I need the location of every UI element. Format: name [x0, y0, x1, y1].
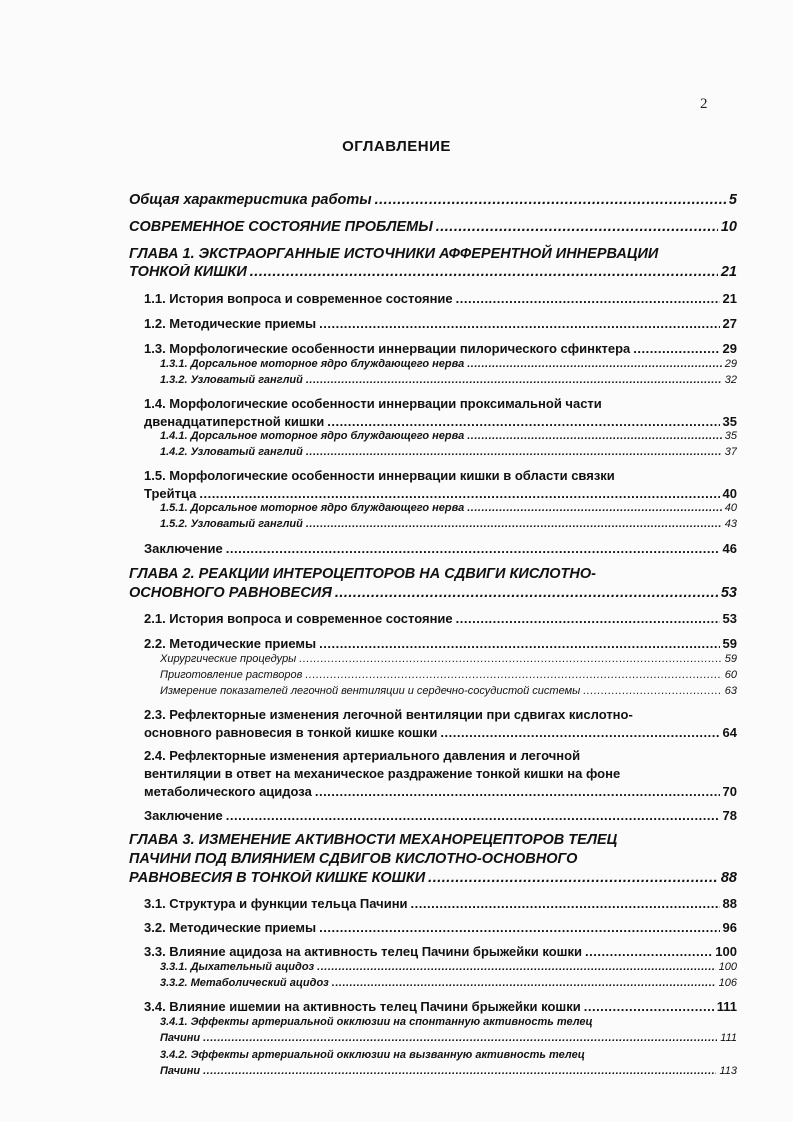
toc-entry-page: 59 [724, 653, 737, 665]
toc-entry-text: 1.2. Методические приемы [144, 316, 317, 331]
toc-entry [160, 961, 737, 973]
toc-entry-text: Пачини [160, 1065, 201, 1077]
toc-entry [144, 486, 737, 501]
toc-entry [160, 1065, 737, 1077]
page-title: ОГЛАВЛЕНИЕ [342, 138, 451, 155]
toc-entry-page: 10 [720, 219, 737, 235]
toc-entry [129, 870, 737, 886]
toc-entry-text: 3.1. Структура и функции тельца Пачини [144, 896, 408, 911]
toc-entry-text: Приготовление растворов [160, 669, 303, 681]
toc-entry-page: 88 [720, 870, 737, 886]
toc-entry-line: ПАЧИНИ ПОД ВЛИЯНИЕМ СДВИГОВ КИСЛОТНО-ОСНОВНОГО [129, 851, 578, 867]
toc-entry [144, 636, 737, 651]
toc-entry-text: метаболического ацидоза [144, 784, 312, 799]
toc-entry-line: 1.4. Морфологические особенности иннервации проксимальной части [144, 396, 602, 411]
toc-entry-page: 32 [724, 374, 737, 386]
toc-entry-text: ТОНКОЙ КИШКИ [129, 264, 247, 280]
toc-entry-text: Измерение показателей легочной вентиляции и сердечно-сосудистой системы [160, 685, 581, 697]
toc-entry-text: 2.1. История вопроса и современное состояние [144, 611, 453, 626]
toc-entry-line: 2.3. Рефлекторные изменения легочной вентиляции при сдвигах кислотно- [144, 707, 633, 722]
toc-entry [144, 896, 737, 911]
toc-entry-page: 53 [720, 585, 737, 601]
toc-entry-text: 1.5.2. Узловатый ганглий [160, 518, 303, 530]
toc-entry-text: 3.3.1. Дыхательный ацидоз [160, 961, 315, 973]
toc-entry-page: 35 [722, 414, 737, 429]
toc-entry [144, 414, 737, 429]
toc-entry-page: 88 [722, 896, 737, 911]
toc-entry-line: 3.4.1. Эффекты артериальной окклюзии на спонтанную активность телец [160, 1016, 593, 1028]
toc-entry [144, 541, 737, 556]
toc-entry-page: 53 [722, 611, 737, 626]
toc-entry-line: 3.4.2. Эффекты артериальной окклюзии на вызванную активность телец [160, 1049, 585, 1061]
toc-entry-text: двенадцатиперстной кишки [144, 414, 325, 429]
toc-entry-text: Заключение [144, 541, 223, 556]
toc-entry-page: 100 [715, 944, 737, 959]
toc-entry-text: Заключение [144, 808, 223, 823]
toc-entry-text: 1.3. Морфологические особенности иннервации пилорического сфинктера [144, 341, 631, 356]
toc-entry [144, 725, 737, 740]
toc-entry [129, 192, 737, 208]
toc-entry-page: 70 [722, 784, 737, 799]
toc-entry [144, 341, 737, 356]
toc-entry-line: вентиляции в ответ на механическое раздражение тонкой кишки на фоне [144, 766, 621, 781]
toc-entry [160, 653, 737, 665]
toc-entry [129, 219, 737, 235]
toc-entry [144, 920, 737, 935]
toc-entry [129, 585, 737, 601]
toc-entry [160, 1032, 737, 1044]
toc-entry-page: 21 [722, 291, 737, 306]
toc-entry-text: Трейтца [144, 486, 197, 501]
toc-entry-page: 35 [724, 430, 737, 442]
toc-entry [160, 358, 737, 370]
toc-entry-text: Хирургические процедуры [160, 653, 297, 665]
toc-entry-line: ГЛАВА 1. ЭКСТРАОРГАННЫЕ ИСТОЧНИКИ АФФЕРЕНТНОЙ ИННЕРВАЦИИ [129, 246, 659, 262]
toc-entry [129, 264, 737, 280]
toc-entry-text: ОСНОВНОГО РАВНОВЕСИЯ [129, 585, 332, 601]
page-number: 2 [700, 96, 708, 112]
toc-entry [160, 502, 737, 514]
toc-entry-page: 21 [720, 264, 737, 280]
toc-entry [144, 611, 737, 626]
toc-entry-page: 63 [724, 685, 737, 697]
toc-entry-text: 3.4. Влияние ишемии на активность телец Пачини брыжейки кошки [144, 999, 581, 1014]
toc-entry-text: основного равновесия в тонкой кишке кошки [144, 725, 438, 740]
toc-entry [160, 977, 737, 989]
toc-entry-text: 1.4.1. Дорсальное моторное ядро блуждающего нерва [160, 430, 465, 442]
toc-entry-page: 59 [722, 636, 737, 651]
toc-entry-page: 96 [722, 920, 737, 935]
toc-entry-page: 100 [718, 961, 737, 973]
toc-entry [144, 944, 737, 959]
toc-entry [160, 430, 737, 442]
toc-entry-text: СОВРЕМЕННОЕ СОСТОЯНИЕ ПРОБЛЕМЫ [129, 219, 433, 235]
toc-entry-page: 64 [722, 725, 737, 740]
toc-entry-text: Общая характеристика работы [129, 192, 372, 208]
toc-entry-text: 2.2. Методические приемы [144, 636, 317, 651]
toc-entry-line: 1.5. Морфологические особенности иннервации кишки в области связки [144, 468, 615, 483]
toc-entry-page: 40 [722, 486, 737, 501]
toc-entry [160, 374, 737, 386]
toc-entry [160, 518, 737, 530]
toc-entry-text: 1.3.2. Узловатый ганглий [160, 374, 303, 386]
toc-entry [144, 808, 737, 823]
toc-entry-text: 1.1. История вопроса и современное состояние [144, 291, 453, 306]
toc-entry-line: ГЛАВА 3. ИЗМЕНЕНИЕ АКТИВНОСТИ МЕХАНОРЕЦЕПТОРОВ ТЕЛЕЦ [129, 832, 618, 848]
toc-entry-page: 106 [718, 977, 737, 989]
toc-entry-text: 3.3. Влияние ацидоза на активность телец Пачини брыжейки кошки [144, 944, 582, 959]
toc-entry-page: 37 [724, 446, 737, 458]
toc-entry-page: 113 [719, 1065, 737, 1077]
toc-entry [144, 999, 737, 1014]
toc-entry [160, 685, 737, 697]
toc-entry-text: Пачини [160, 1032, 201, 1044]
toc-entry-page: 78 [722, 808, 737, 823]
toc-entry-page: 43 [724, 518, 737, 530]
toc-entry-text: 1.3.1. Дорсальное моторное ядро блуждающего нерва [160, 358, 465, 370]
toc-entry-page: 29 [724, 358, 737, 370]
toc-entry-page: 40 [724, 502, 737, 514]
toc-entry [160, 446, 737, 458]
toc-entry [144, 784, 737, 799]
toc-entry-page: 5 [728, 192, 737, 208]
toc-entry [144, 316, 737, 331]
toc-entry-text: РАВНОВЕСИЯ В ТОНКОЙ КИШКЕ КОШКИ [129, 870, 426, 886]
toc-entry-line: ГЛАВА 2. РЕАКЦИИ ИНТЕРОЦЕПТОРОВ НА СДВИГИ КИСЛОТНО- [129, 566, 596, 582]
toc-entry-page: 27 [722, 316, 737, 331]
toc-entry-page: 60 [724, 669, 737, 681]
toc-entry-text: 3.2. Методические приемы [144, 920, 317, 935]
toc-entry-line: 2.4. Рефлекторные изменения артериального давления и легочной [144, 748, 581, 763]
toc-entry-text: 1.5.1. Дорсальное моторное ядро блуждающего нерва [160, 502, 465, 514]
toc-entry-page: 111 [716, 999, 737, 1014]
toc-entry [144, 291, 737, 306]
toc-entry-text: 3.3.2. Метаболический ацидоз [160, 977, 329, 989]
toc-entry [160, 669, 737, 681]
toc-entry-page: 111 [720, 1032, 737, 1044]
toc-entry-page: 46 [722, 541, 737, 556]
toc-entry-page: 29 [722, 341, 737, 356]
toc-entry-text: 1.4.2. Узловатый ганглий [160, 446, 303, 458]
